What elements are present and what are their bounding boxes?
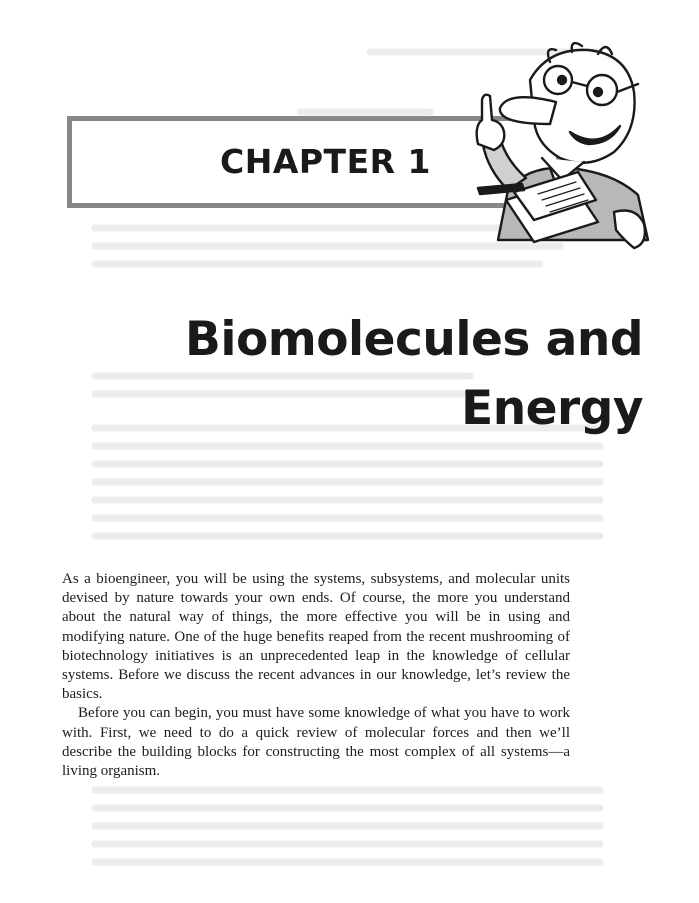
body-text: [62, 570, 570, 781]
body-paragraph-1: As a bioengineer, you will be using the systems, subsystems, and molecular units devised by nature towards your own ends. Of course, the more you understand about the natural way of things, the more effective you will be in using and modifying nature. One of the huge benefits reaped from the recent mushrooming of biotechnology initiatives is an unprecedented leap in the knowledge of cellular systems. Before we discuss the recent advances in our knowledge, let’s review the basics.: [62, 571, 570, 703]
chapter-title: [185, 305, 643, 443]
body-paragraph-2: Before you can begin, you must have some knowledge of what you have to work with. First, we need to do a quick review of molecular forces and then we’ll describe the building blocks for constructing the most complex of all systems—a living organism.: [62, 705, 570, 780]
professor-mascot-icon: [438, 40, 654, 256]
chapter-title-line-2: Energy: [461, 381, 643, 436]
chapter-title-line-1: Biomolecules and: [185, 312, 643, 367]
chapter-label: CHAPTER 1: [220, 142, 431, 181]
